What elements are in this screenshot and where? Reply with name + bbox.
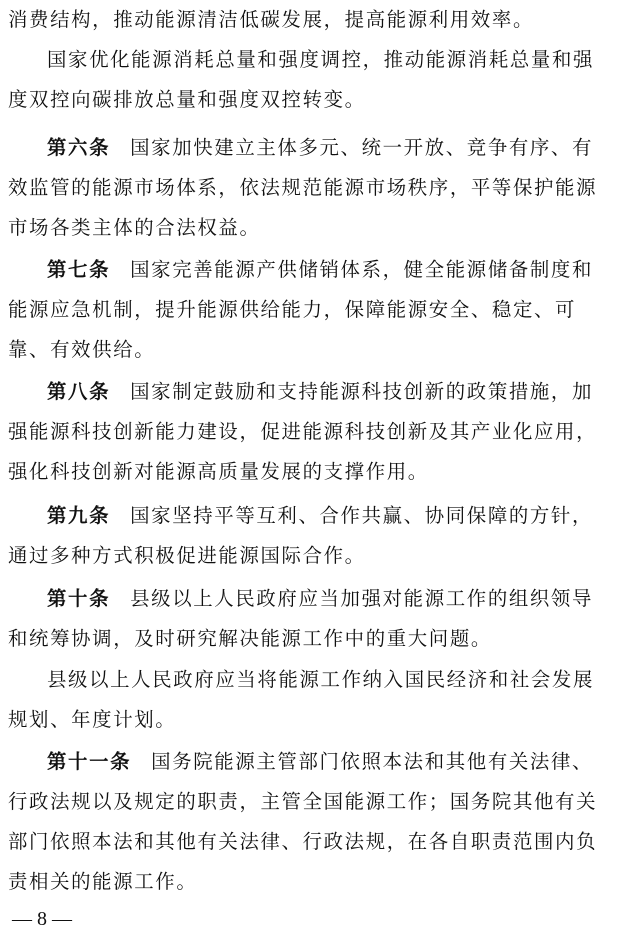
text-line: 强能源科技创新能力建设，促进能源科技创新及其产业化应用， [8,420,598,443]
text-line: 县级以上人民政府应当将能源工作纳入国民经济和社会发展 [47,668,595,691]
article-6-first-line [8,128,618,168]
article-10 [8,579,618,659]
page-number: — 8 — [12,908,72,930]
article-10-first-line [8,579,618,619]
article-8-title: 第八条 [47,380,111,403]
article-8-first-line [8,372,618,412]
text-line: 通过多种方式积极促进能源国际合作。 [8,544,366,567]
article-6-title: 第六条 [47,136,111,159]
text-line: 责相关的能源工作。 [8,870,198,893]
article-9 [8,496,618,576]
text-line: 度双控向碳排放总量和强度双控转变。 [8,88,366,111]
text-line: 靠、有效供给。 [8,338,156,361]
text-line: 强化科技创新对能源高质量发展的支撑作用。 [8,460,429,483]
article-6 [8,128,618,248]
text-line: 消费结构，推动能源清洁低碳发展，提高能源利用效率。 [8,8,535,31]
text-line: 规划、年度计划。 [8,708,177,731]
text-line: 效监管的能源市场体系，依法规范能源市场秩序，平等保护能源 [8,176,598,199]
text-line: 部门依照本法和其他有关法律、行政法规，在各自职责范围内负 [8,830,598,853]
text-line: 市场各类主体的合法权益。 [8,216,261,239]
text-line: 能源应急机制，提升能源供给能力，保障能源安全、稳定、可 [8,298,577,321]
text-line: 县级以上人民政府应当加强对能源工作的组织领导 [130,587,594,610]
article-8 [8,372,618,492]
article-7 [8,250,618,370]
article-10-title: 第十条 [47,587,111,610]
text-line: 和统筹协调，及时研究解决能源工作中的重大问题。 [8,627,492,650]
article-7-first-line [8,250,618,290]
text-line: 国家加快建立主体多元、统一开放、竞争有序、有 [130,136,594,159]
text-line: 国家坚持平等互利、合作共赢、协同保障的方针， [130,504,594,527]
article-9-first-line [8,496,618,536]
body-text [8,0,618,120]
article-11-first-line [8,742,618,782]
text-line: 行政法规以及规定的职责，主管全国能源工作；国务院其他有关 [8,790,598,813]
text-line: 国家制定鼓励和支持能源科技创新的政策措施，加 [130,380,594,403]
text-line: 国务院能源主管部门依照本法和其他有关法律、 [151,750,594,773]
text-line: 国家优化能源消耗总量和强度调控，推动能源消耗总量和强 [47,48,595,71]
text-line: 国家完善能源产供储销体系，健全能源储备制度和 [130,258,594,281]
article-11 [8,742,618,902]
article-11-title: 第十一条 [47,750,132,773]
article-9-title: 第九条 [47,504,111,527]
article-10-paragraph-2 [8,660,618,740]
article-7-title: 第七条 [47,258,111,281]
